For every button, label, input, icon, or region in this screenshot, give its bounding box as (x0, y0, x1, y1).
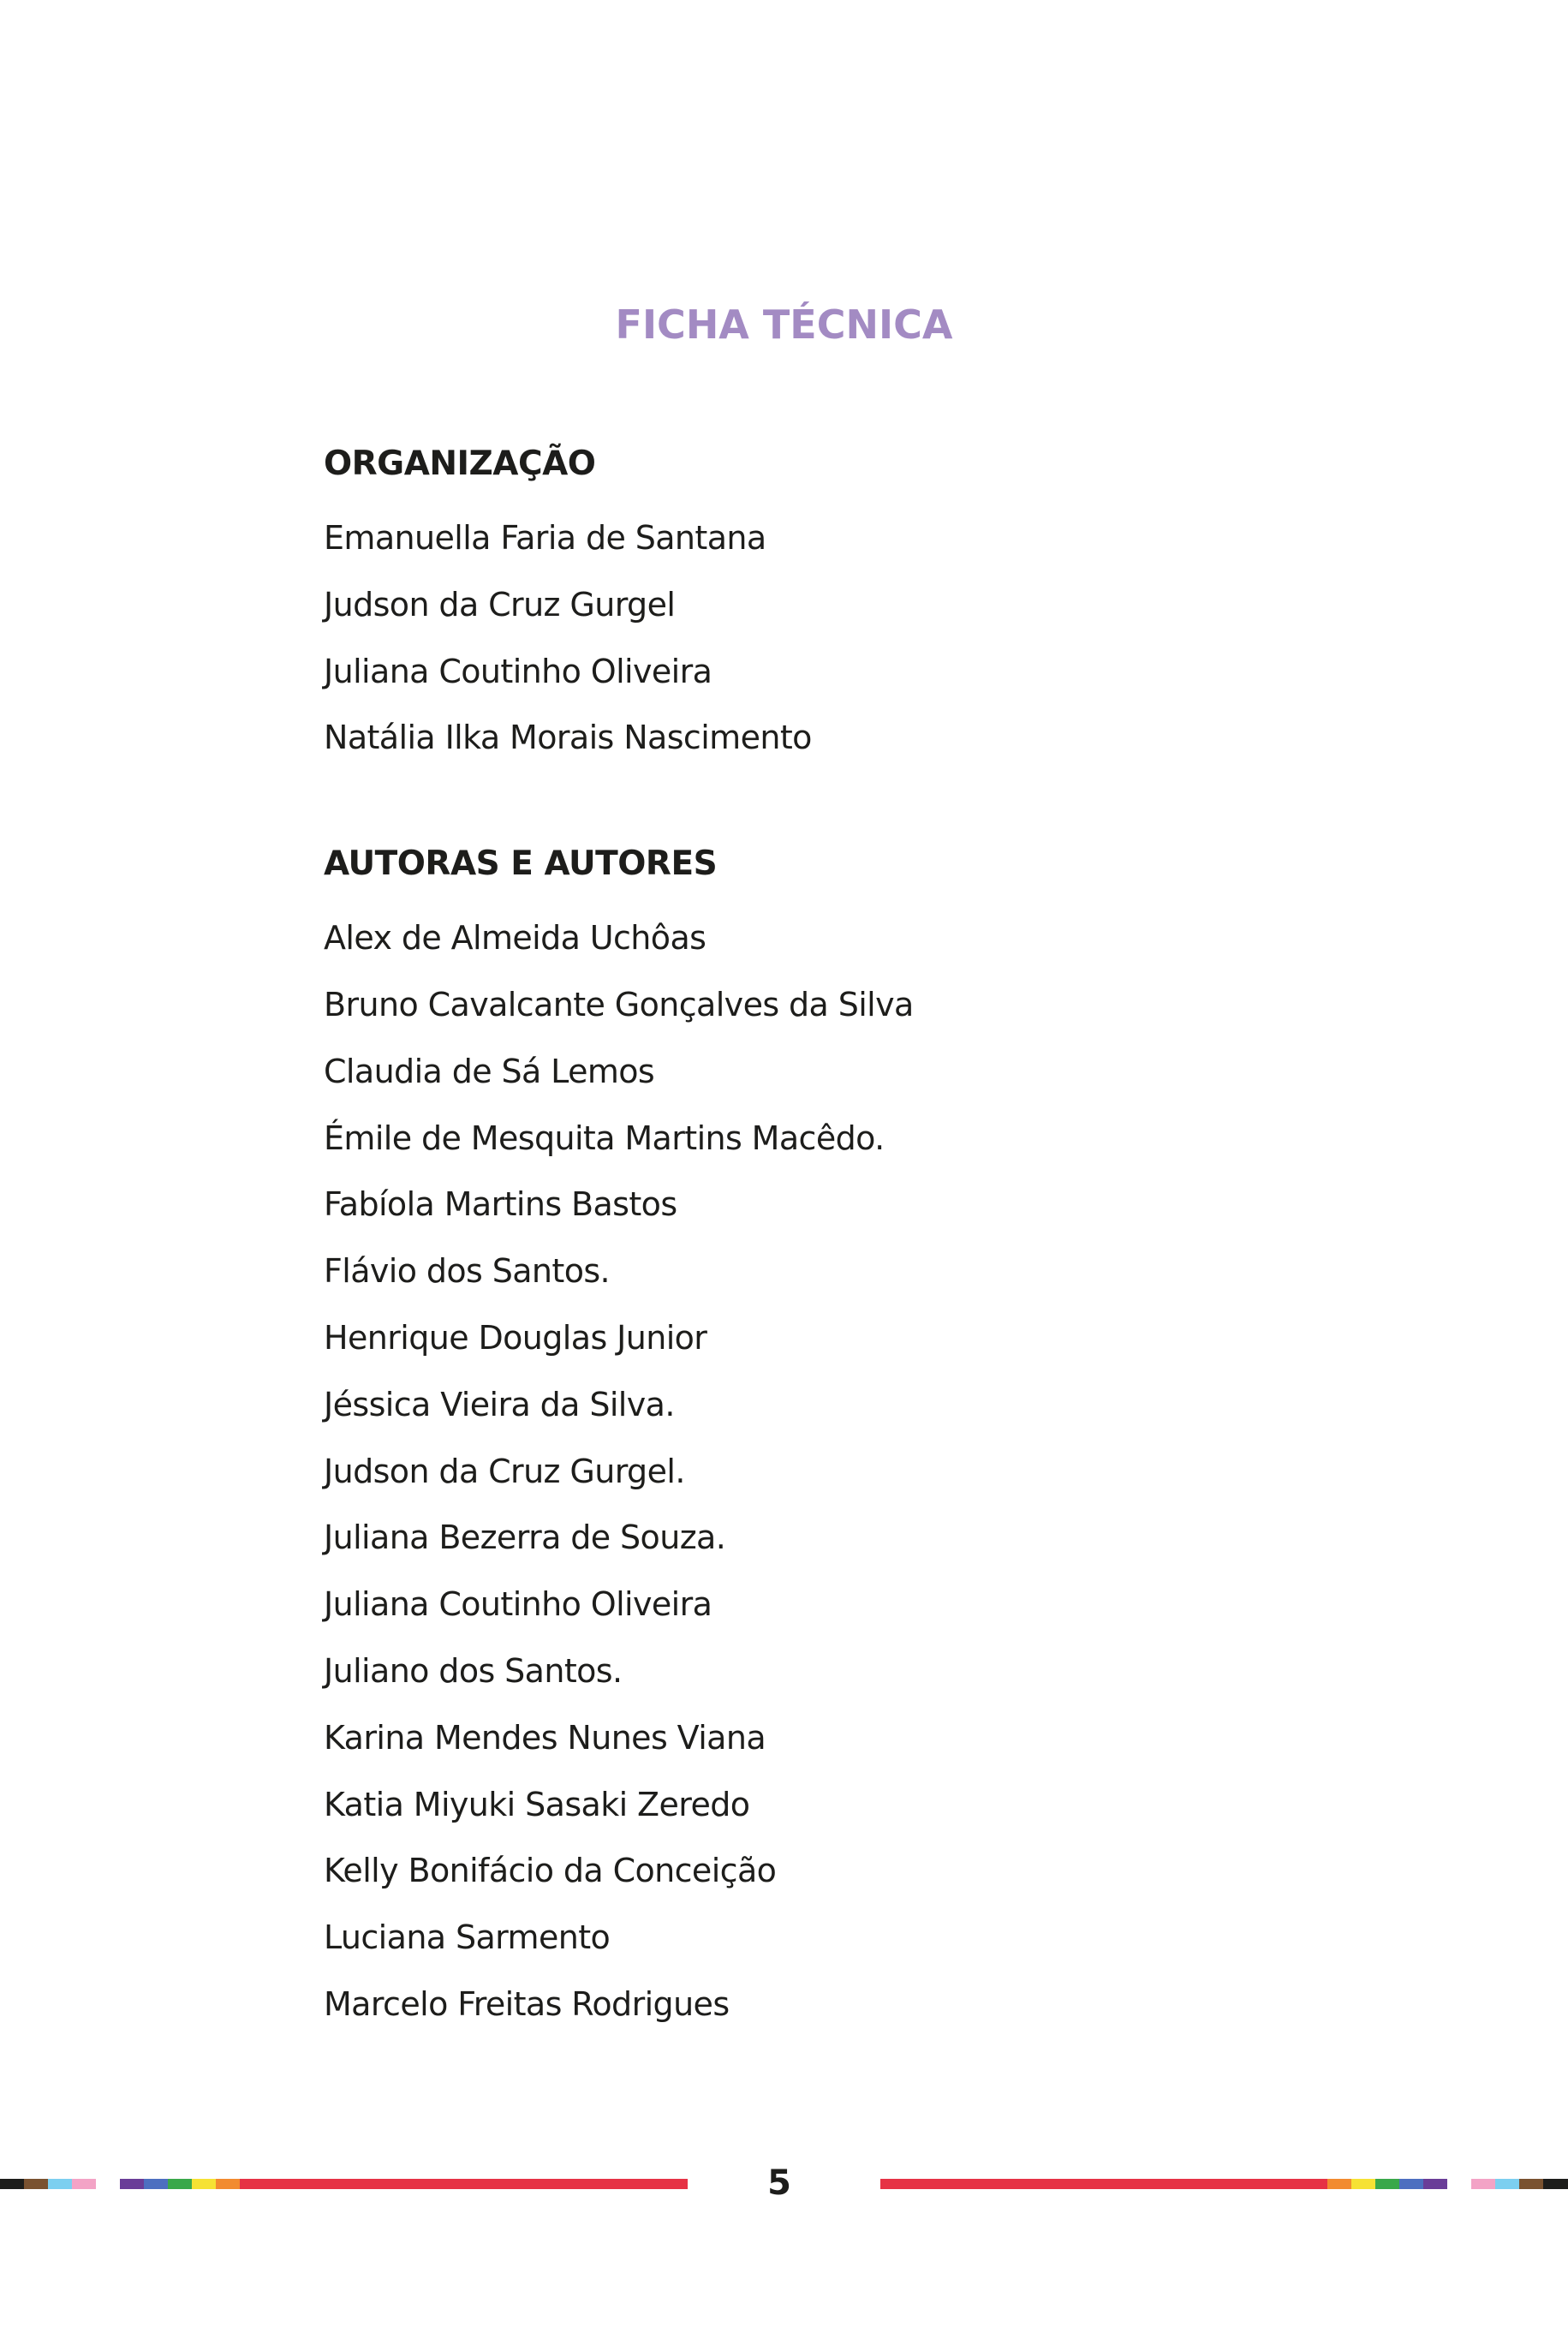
list-item: Kelly Bonifácio da Conceição (324, 1852, 777, 1890)
list-item: Juliana Bezerra de Souza. (324, 1519, 726, 1557)
list-item: Jéssica Vieira da Silva. (324, 1385, 675, 1423)
list-item: Juliano dos Santos. (324, 1651, 623, 1690)
stripe-segment (192, 2179, 216, 2189)
list-item: Henrique Douglas Junior (324, 1318, 707, 1357)
list-item: Juliana Coutinho Oliveira (324, 1585, 712, 1624)
stripe-segment (1399, 2179, 1423, 2189)
list-item: Fabíola Martins Bastos (324, 1185, 677, 1224)
list-item: Juliana Coutinho Oliveira (324, 652, 712, 690)
list-item: Judson da Cruz Gurgel (324, 585, 676, 624)
stripe-segment (1375, 2179, 1399, 2189)
stripe-segment (120, 2179, 144, 2189)
stripe-segment (880, 2179, 1327, 2189)
stripe-segment (24, 2179, 48, 2189)
stripe-segment (1495, 2179, 1519, 2189)
stripe-segment (1543, 2179, 1568, 2189)
stripe-segment (0, 2179, 24, 2189)
section-autoras-e-autores (324, 838, 1266, 2038)
stripe-segment (72, 2179, 96, 2189)
section-heading: ORGANIZAÇÃO (324, 445, 596, 483)
stripe-segment (1327, 2179, 1351, 2189)
section-organizacao (324, 439, 1266, 772)
stripe-segment (168, 2179, 192, 2189)
page-title: FICHA TÉCNICA (615, 301, 953, 348)
name-list-autores (324, 905, 1266, 2038)
list-item: Katia Miyuki Sasaki Zeredo (324, 1785, 750, 1823)
stripe-segment (1351, 2179, 1375, 2189)
stripe-segment (240, 2179, 688, 2189)
stripe-segment (1423, 2179, 1447, 2189)
list-item: Bruno Cavalcante Gonçalves da Silva (324, 985, 914, 1023)
stripe-segment (1471, 2179, 1495, 2189)
list-item: Flávio dos Santos. (324, 1252, 611, 1291)
list-item: Alex de Almeida Uchôas (324, 919, 706, 958)
list-item: Judson da Cruz Gurgel. (324, 1452, 685, 1490)
list-item: Emanuella Faria de Santana (324, 519, 766, 557)
list-item: Luciana Sarmento (324, 1918, 611, 1957)
stripe-segment (1519, 2179, 1543, 2189)
section-heading: AUTORAS E AUTORES (324, 844, 718, 884)
list-item: Natália Ilka Morais Nascimento (324, 719, 812, 757)
list-item: Émile de Mesquita Martins Macêdo. (324, 1119, 885, 1157)
stripe-segment (216, 2179, 240, 2189)
credits-content (324, 439, 1266, 2038)
stripe-segment (48, 2179, 72, 2189)
name-list-organizacao (324, 505, 1266, 772)
list-item: Claudia de Sá Lemos (324, 1052, 655, 1090)
list-item: Marcelo Freitas Rodrigues (324, 1984, 730, 2023)
stripe-segment (144, 2179, 168, 2189)
list-item: Karina Mendes Nunes Viana (324, 1718, 766, 1757)
page-number: 5 (767, 2163, 791, 2203)
